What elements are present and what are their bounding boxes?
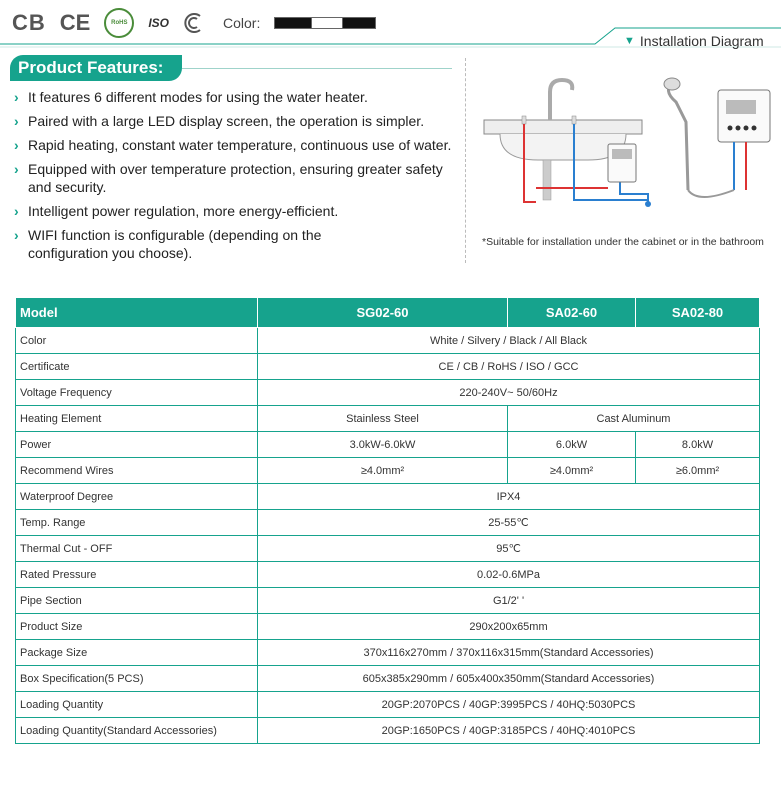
chevron-right-icon: › [14,89,19,105]
feature-item [14,112,459,130]
row-label: Product Size [16,614,258,640]
row-label: Certificate [16,354,258,380]
cb-logo: CB [12,10,46,35]
chevron-right-icon: › [14,113,19,129]
table-row [16,510,760,536]
row-label: Package Size [16,640,258,666]
row-value: IPX4 [258,484,760,510]
feature-text: Intelligent power regulation, more energy-efficient. [28,203,339,219]
table-row [16,484,760,510]
header-model: Model [16,298,258,328]
installation-title [624,33,764,49]
gcc-logo [183,12,205,34]
row-value: White / Silvery / Black / All Black [258,328,760,354]
color-swatches [274,17,376,29]
row-label: Box Specification(5 PCS) [16,666,258,692]
rohs-logo [104,8,134,38]
section-divider [465,58,466,263]
chevron-right-icon: › [14,227,19,243]
row-label: Heating Element [16,406,258,432]
row-label: Loading Quantity(Standard Accessories) [16,718,258,744]
triangle-down-icon: ▼ [624,35,635,47]
feature-text: WIFI function is configurable (depending on the configuration you choose). [28,227,322,261]
row-label: Thermal Cut - OFF [16,536,258,562]
row-value-sa80: 8.0kW [636,432,760,458]
swatch-white [311,18,343,28]
row-label: Waterproof Degree [16,484,258,510]
installation-note: *Suitable for installation under the cabinet or in the bathroom [482,236,764,248]
row-label: Temp. Range [16,510,258,536]
installation-title-text: Installation Diagram [639,33,764,49]
row-label: Rated Pressure [16,562,258,588]
iso-logo: ISO [148,16,170,30]
feature-item [14,88,459,106]
row-label: Color [16,328,258,354]
feature-text: Equipped with over temperature protection, ensuring greater safety and security. [28,161,443,195]
row-value-sa80: ≥6.0mm² [636,458,760,484]
row-label: Voltage Frequency [16,380,258,406]
sink-illustration [484,80,651,207]
header-sg02-60: SG02-60 [258,298,508,328]
table-row [16,640,760,666]
row-label: Loading Quantity [16,692,258,718]
row-value: CE / CB / RoHS / ISO / GCC [258,354,760,380]
table-row [16,380,760,406]
feature-item [14,226,348,262]
row-value-sa60: 6.0kW [508,432,636,458]
table-row [16,406,760,432]
chevron-right-icon: › [14,137,19,153]
row-value: 605x385x290mm / 605x400x350mm(Standard Accessories) [258,666,760,692]
table-row [16,666,760,692]
features-list [14,88,459,268]
table-row [16,718,760,744]
header-sa02-60: SA02-60 [508,298,636,328]
table-header-row [16,298,760,328]
table-row [16,354,760,380]
chevron-right-icon: › [14,161,19,177]
shower-illustration [664,78,770,197]
row-value-sg: ≥4.0mm² [258,458,508,484]
row-value: 0.02-0.6MPa [258,562,760,588]
ce-logo: CE [59,10,91,35]
feature-item [14,136,459,154]
feature-text: It features 6 different modes for using the water heater. [28,89,368,105]
table-row [16,458,760,484]
features-heading-rule [182,68,452,69]
swatch-all-black [343,18,375,28]
table-row [16,328,760,354]
table-row [16,432,760,458]
table-row [16,562,760,588]
swatch-black [275,18,311,28]
row-value: G1/2' ' [258,588,760,614]
row-value: 20GP:2070PCS / 40GP:3995PCS / 40HQ:5030PCS [258,692,760,718]
chevron-right-icon: › [14,203,19,219]
row-value-sg: 3.0kW-6.0kW [258,432,508,458]
row-value-sa60: ≥4.0mm² [508,458,636,484]
product-features-heading: Product Features: [10,55,182,81]
row-value: 95℃ [258,536,760,562]
feature-text: Rapid heating, constant water temperature, continuous use of water. [28,137,452,153]
row-value: 290x200x65mm [258,614,760,640]
row-value: 370x116x270mm / 370x116x315mm(Standard Accessories) [258,640,760,666]
certification-bar [12,8,376,38]
row-value: 20GP:1650PCS / 40GP:3185PCS / 40HQ:4010PCS [258,718,760,744]
feature-item [14,202,459,220]
row-value: 220-240V~ 50/60Hz [258,380,760,406]
table-row [16,614,760,640]
feature-text: Paired with a large LED display screen, the operation is simpler. [28,113,425,129]
row-value-sg: Stainless Steel [258,406,508,432]
row-value-sa: Cast Aluminum [508,406,760,432]
feature-item [14,160,459,196]
row-label: Pipe Section [16,588,258,614]
row-label: Recommend Wires [16,458,258,484]
header-sa02-80: SA02-80 [636,298,760,328]
installation-diagram [478,72,778,232]
table-row [16,692,760,718]
table-row [16,536,760,562]
row-value: 25-55℃ [258,510,760,536]
color-label: Color: [223,15,261,31]
row-label: Power [16,432,258,458]
table-row [16,588,760,614]
specification-table [15,297,760,744]
rohs-logo-text: RoHS [111,20,128,26]
